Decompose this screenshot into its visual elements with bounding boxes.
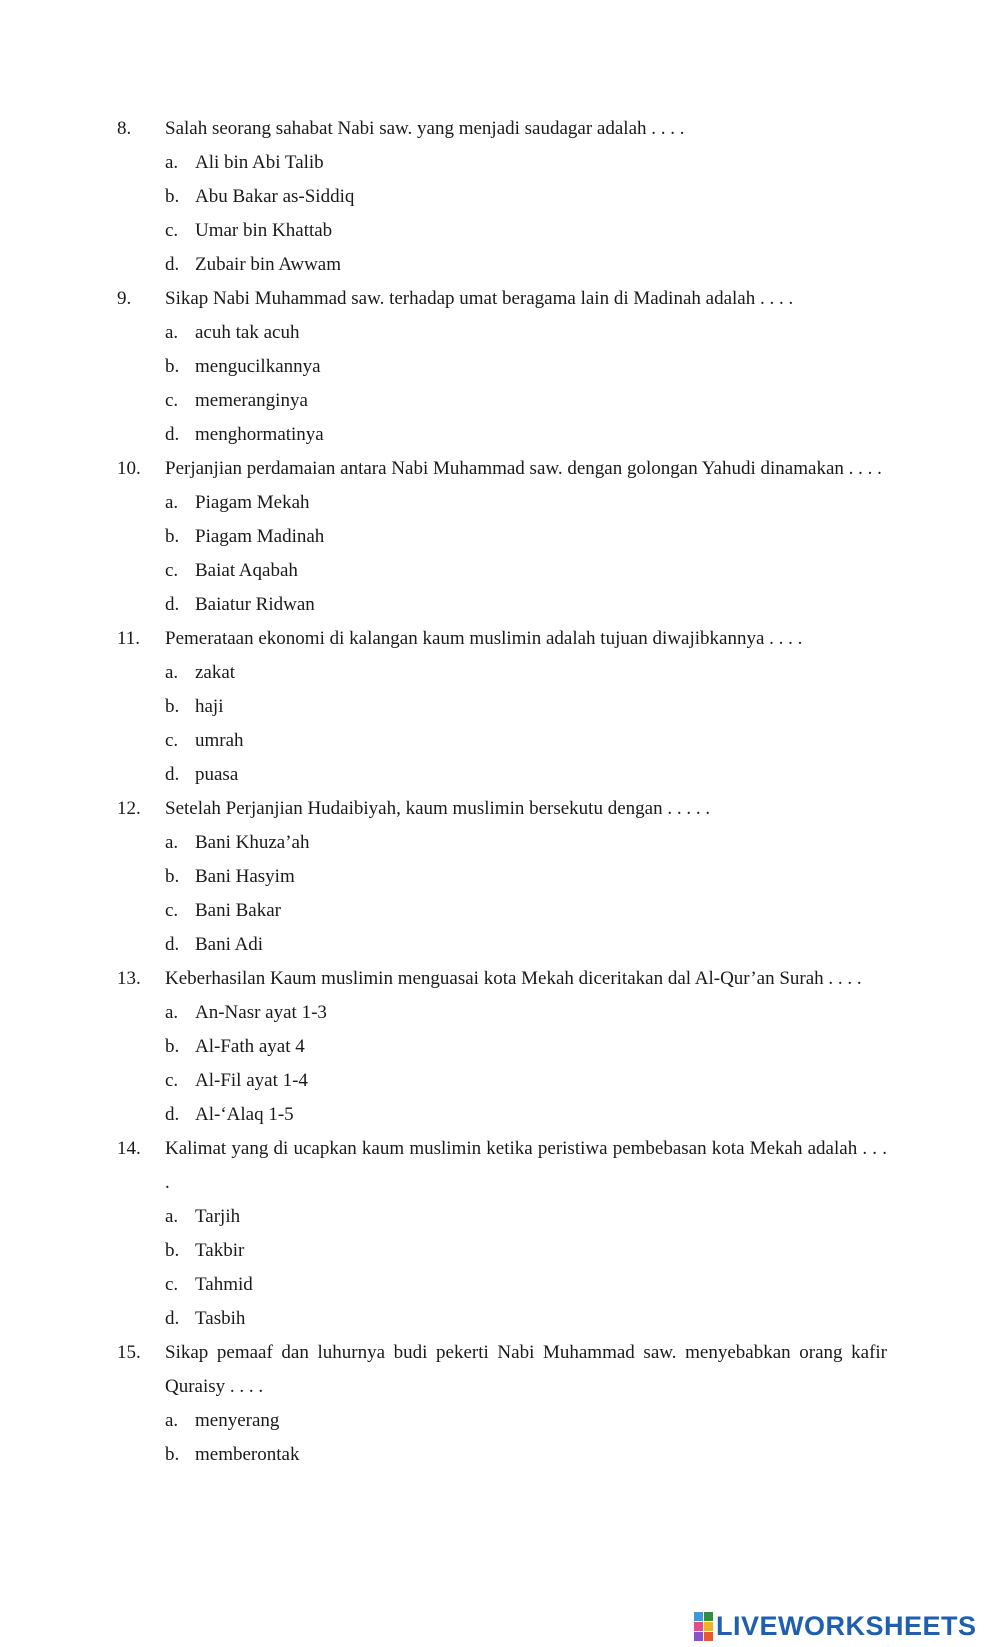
option-c[interactable] xyxy=(165,894,887,928)
question-text: Salah seorang sahabat Nabi saw. yang menjadi saudagar adalah . . . . xyxy=(165,118,685,139)
option-c[interactable] xyxy=(165,724,887,758)
question-12 xyxy=(117,792,887,962)
option-list xyxy=(165,826,887,962)
option-letter: d. xyxy=(165,764,180,785)
option-text: Bani Adi xyxy=(195,934,264,955)
option-text: Tahmid xyxy=(195,1274,253,1295)
option-letter: a. xyxy=(165,492,179,513)
option-letter: c. xyxy=(165,390,179,411)
option-text: Takbir xyxy=(195,1240,245,1261)
option-letter: b. xyxy=(165,696,180,717)
option-letter: b. xyxy=(165,1036,180,1057)
option-list xyxy=(165,146,887,282)
question-9 xyxy=(117,282,887,452)
option-letter: a. xyxy=(165,1410,179,1431)
option-text: menyerang xyxy=(195,1410,280,1431)
option-b[interactable] xyxy=(165,180,887,214)
option-b[interactable] xyxy=(165,350,887,384)
option-a[interactable] xyxy=(165,826,887,860)
option-d[interactable] xyxy=(165,1098,887,1132)
option-letter: a. xyxy=(165,322,179,343)
option-list xyxy=(165,656,887,792)
option-letter: b. xyxy=(165,526,180,547)
question-number: 13. xyxy=(117,968,141,989)
question-text: Sikap Nabi Muhammad saw. terhadap umat beragama lain di Madinah adalah . . . . xyxy=(165,288,794,309)
option-a[interactable] xyxy=(165,996,887,1030)
option-letter: b. xyxy=(165,866,180,887)
question-text: Setelah Perjanjian Hudaibiyah, kaum muslimin bersekutu dengan . . . . . xyxy=(165,798,711,819)
option-d[interactable] xyxy=(165,1302,887,1336)
option-letter: d. xyxy=(165,424,180,445)
option-b[interactable] xyxy=(165,520,887,554)
question-number: 8. xyxy=(117,118,132,139)
option-text: haji xyxy=(195,696,224,717)
option-text: Al-‘Alaq 1-5 xyxy=(195,1104,294,1125)
question-number: 14. xyxy=(117,1138,141,1159)
question-number: 9. xyxy=(117,288,132,309)
option-letter: b. xyxy=(165,186,180,207)
option-letter: b. xyxy=(165,1444,180,1465)
option-d[interactable] xyxy=(165,248,887,282)
question-10 xyxy=(117,452,887,622)
option-b[interactable] xyxy=(165,1438,887,1472)
option-text: mengucilkannya xyxy=(195,356,321,377)
option-text: Tarjih xyxy=(195,1206,241,1227)
option-a[interactable] xyxy=(165,146,887,180)
option-text: Zubair bin Awwam xyxy=(195,254,342,275)
question-14 xyxy=(117,1132,887,1336)
liveworksheets-logo xyxy=(694,1611,977,1641)
option-letter: c. xyxy=(165,220,179,241)
question-8 xyxy=(117,112,887,282)
option-a[interactable] xyxy=(165,316,887,350)
option-letter: c. xyxy=(165,560,179,581)
question-text: Sikap pemaaf dan luhurnya budi pekerti Nabi Muhammad saw. menyebabkan orang kafir Quraisy . . . . xyxy=(165,1342,887,1397)
option-text: Al-Fath ayat 4 xyxy=(195,1036,305,1057)
option-letter: a. xyxy=(165,832,179,853)
question-text: Pemerataan ekonomi di kalangan kaum muslimin adalah tujuan diwajibkannya . . . . xyxy=(165,628,803,649)
option-d[interactable] xyxy=(165,588,887,622)
option-list xyxy=(165,486,887,622)
option-letter: b. xyxy=(165,356,180,377)
option-b[interactable] xyxy=(165,1030,887,1064)
option-letter: d. xyxy=(165,594,180,615)
option-text: puasa xyxy=(195,764,239,785)
question-list xyxy=(117,112,887,1472)
option-a[interactable] xyxy=(165,1404,887,1438)
question-13 xyxy=(117,962,887,1132)
option-text: Piagam Madinah xyxy=(195,526,325,547)
option-letter: c. xyxy=(165,730,179,751)
option-text: Piagam Mekah xyxy=(195,492,310,513)
option-letter: d. xyxy=(165,254,180,275)
option-letter: c. xyxy=(165,1070,179,1091)
question-number: 10. xyxy=(117,458,141,479)
question-number: 12. xyxy=(117,798,141,819)
option-letter: a. xyxy=(165,1206,179,1227)
option-c[interactable] xyxy=(165,1268,887,1302)
option-text: memberontak xyxy=(195,1444,300,1465)
option-text: Bani Bakar xyxy=(195,900,282,921)
question-number: 11. xyxy=(117,628,141,649)
option-letter: a. xyxy=(165,152,179,173)
option-letter: d. xyxy=(165,934,180,955)
option-text: Baiatur Ridwan xyxy=(195,594,315,615)
option-letter: d. xyxy=(165,1308,180,1329)
option-b[interactable] xyxy=(165,1234,887,1268)
question-number: 15. xyxy=(117,1342,141,1363)
question-text: Keberhasilan Kaum muslimin menguasai kota Mekah diceritakan dal Al-Qur’an Surah . . . . xyxy=(165,968,862,989)
question-15 xyxy=(117,1336,887,1472)
option-c[interactable] xyxy=(165,214,887,248)
option-text: zakat xyxy=(195,662,236,683)
option-text: Baiat Aqabah xyxy=(195,560,298,581)
option-text: Al-Fil ayat 1-4 xyxy=(195,1070,308,1091)
option-letter: a. xyxy=(165,1002,179,1023)
option-text: Ali bin Abi Talib xyxy=(195,152,324,173)
option-b[interactable] xyxy=(165,860,887,894)
option-d[interactable] xyxy=(165,758,887,792)
option-d[interactable] xyxy=(165,928,887,962)
option-text: Bani Hasyim xyxy=(195,866,295,887)
liveworksheets-mark-icon xyxy=(694,1612,713,1641)
option-list xyxy=(165,1200,887,1336)
option-a[interactable] xyxy=(165,486,887,520)
option-list xyxy=(165,316,887,452)
option-c[interactable] xyxy=(165,554,887,588)
option-text: umrah xyxy=(195,730,244,751)
option-c[interactable] xyxy=(165,1064,887,1098)
option-letter: c. xyxy=(165,900,179,921)
option-letter: a. xyxy=(165,662,179,683)
option-text: Tasbih xyxy=(195,1308,246,1329)
option-a[interactable] xyxy=(165,1200,887,1234)
option-c[interactable] xyxy=(165,384,887,418)
logo-text: LIVEWORKSHEETS xyxy=(716,1611,977,1641)
option-d[interactable] xyxy=(165,418,887,452)
option-a[interactable] xyxy=(165,656,887,690)
option-list xyxy=(165,1404,887,1472)
option-text: menghormatinya xyxy=(195,424,324,445)
question-text: Kalimat yang di ucapkan kaum muslimin ketika peristiwa pembebasan kota Mekah adalah . . . . xyxy=(165,1138,887,1193)
option-text: An-Nasr ayat 1-3 xyxy=(195,1002,327,1023)
option-text: Bani Khuza’ah xyxy=(195,832,310,853)
option-text: memeranginya xyxy=(195,390,308,411)
option-list xyxy=(165,996,887,1132)
option-text: Umar bin Khattab xyxy=(195,220,333,241)
option-text: acuh tak acuh xyxy=(195,322,300,343)
question-11 xyxy=(117,622,887,792)
option-letter: d. xyxy=(165,1104,180,1125)
option-letter: b. xyxy=(165,1240,180,1261)
question-text: Perjanjian perdamaian antara Nabi Muhammad saw. dengan golongan Yahudi dinamakan . . . . xyxy=(165,458,882,479)
option-letter: c. xyxy=(165,1274,179,1295)
option-b[interactable] xyxy=(165,690,887,724)
option-text: Abu Bakar as-Siddiq xyxy=(195,186,355,207)
